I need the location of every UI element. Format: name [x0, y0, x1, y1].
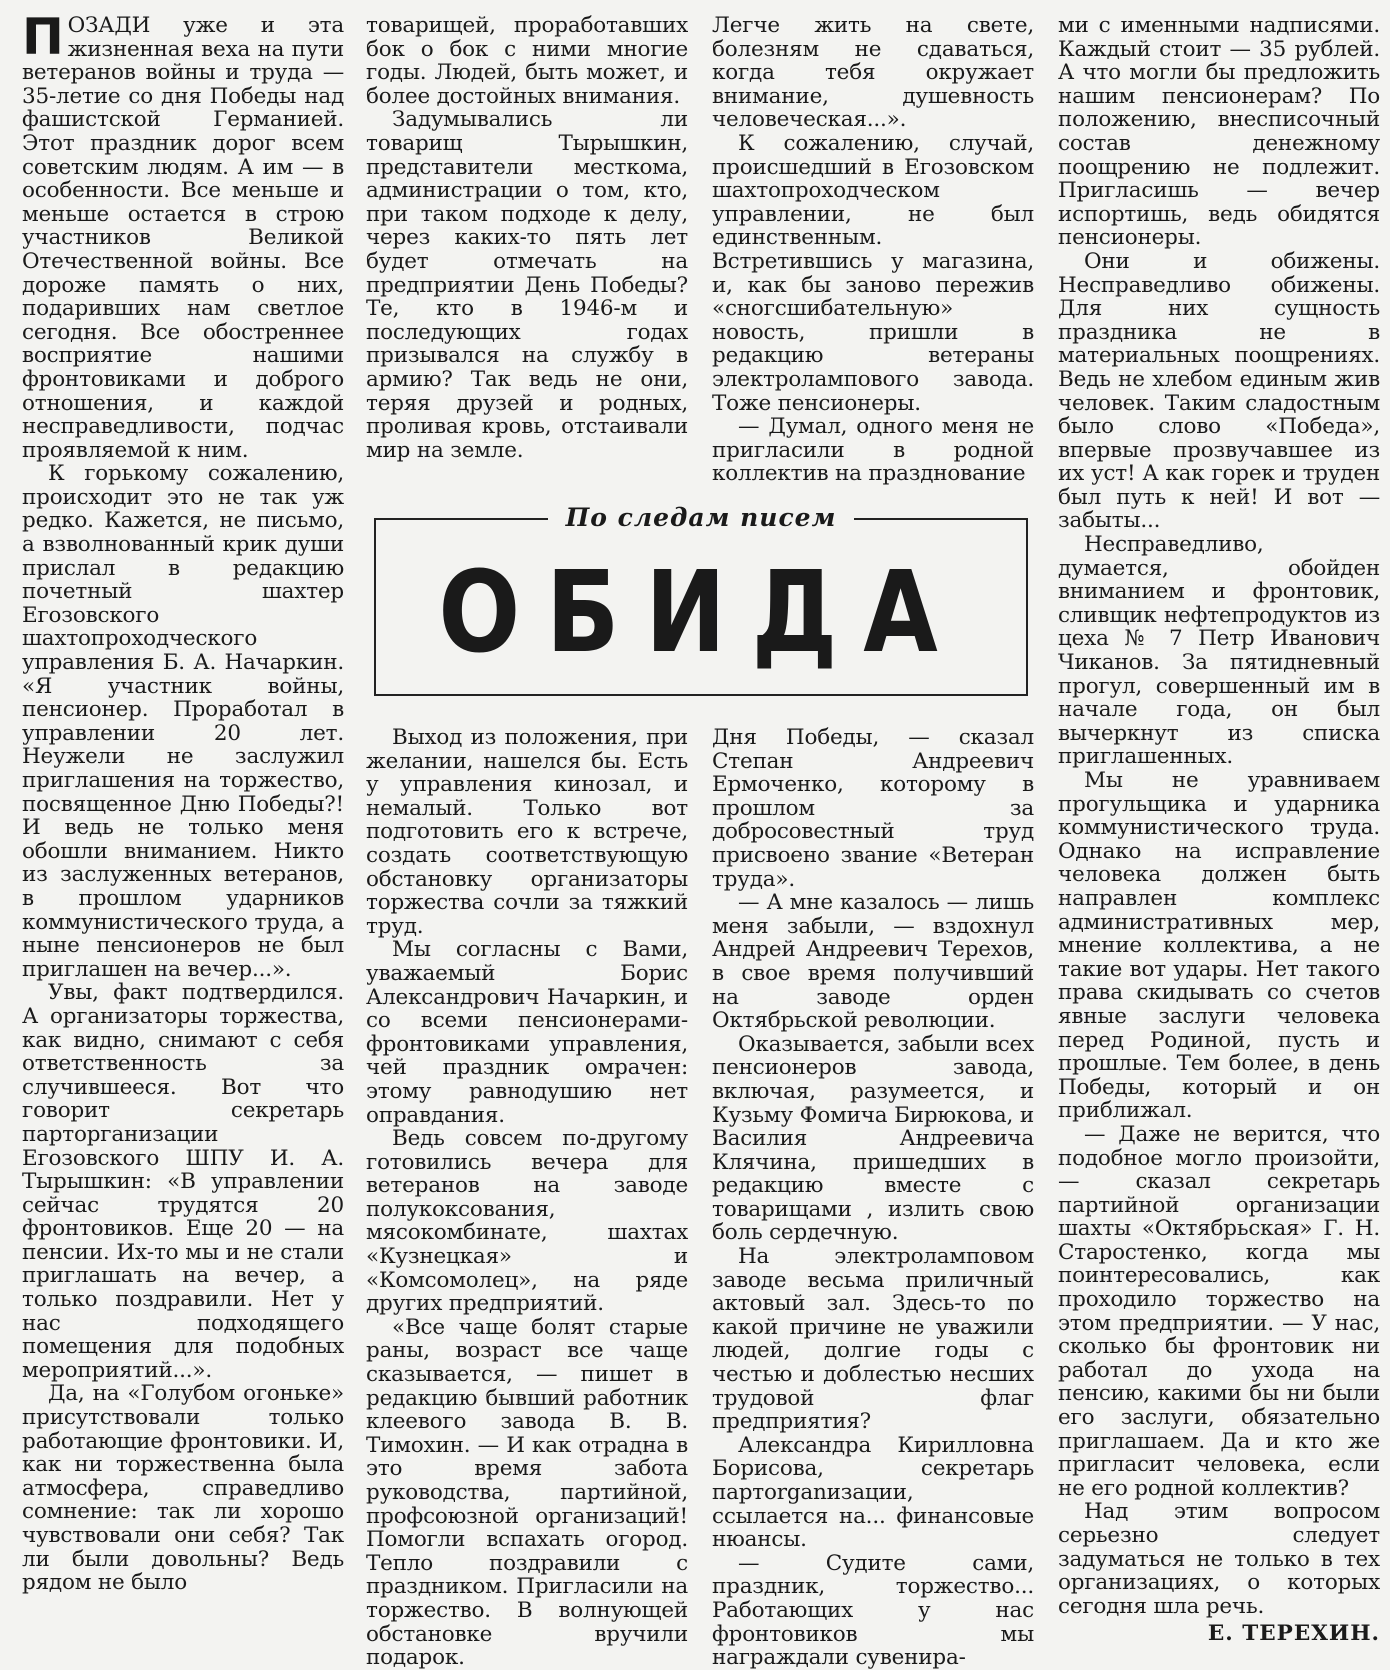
- paragraph: — Даже не верится, что подобное могло произойти, — сказал секретарь партийной организации шахты «Октябрьская» Г. Н. Старостенко, когда мы поинтересовались, как проходило торжество на этом предприятии. — У нас, сколько бы фронтовик ни работал до ухода на пенсию, какими бы ни были его заслуги, обязательно приглашаем. Да и кто же пригласит человека, если не его родной коллектив?: [1058, 1121, 1380, 1501]
- column-3-top: [712, 14, 1034, 486]
- paragraph: Да, на «Голубом огоньке» присутствовали только работающие фронтовики. И, как ни торжественна была атмосфера, справедливо сомнение: так ли хорошо чувствовали они себя? Так ли были довольны? Ведь рядом не было: [22, 1381, 344, 1596]
- article-lead-paragraph: [22, 8, 344, 463]
- paragraph: Ведь совсем по-другому готовились вечера для ветеранов на заводе полукоксования, мясокомбинате, шахтах «Кузнецкая» и «Комсомолец», на ряде других предприятий.: [366, 1126, 688, 1317]
- paragraph: Увы, факт подтвердился. А организаторы торжества, как видно, снимают с себя ответственность за случившееся. Вот что говорит секретарь парторганизации Егозовского ШПУ И. А. Тырышкин: «В управлении сейчас трудятся 20 фронтовиков. Еще 20 — на пенсии. Их-то мы и не стали приглашать на вечер, а только поздравили. Нет у нас подходящего помещения для подобных мероприятий...».: [22, 980, 344, 1383]
- paragraph: К горькому сожалению, происходит это не так уж редко. Кажется, не письмо, а взволнованный крик души прислал в редакцию почетный шахтер Егозовского шахтопроходческого управления Б. А. Начаркин. «Я участник войны, пенсионер. Проработал в управлении 20 лет. Неужели не заслужил приглашения на торжество, посвященное Дню Победы?! И ведь не только меня обошли вниманием. Никто из заслуженных ветеранов, в прошлом ударников коммунистического труда, а ныне пенсионеров не был приглашен на вечер...».: [22, 461, 344, 982]
- paragraph: Александра Кирилловна Борисова, секретарь партorganизации, ссылается на... финансовые нюансы.: [712, 1432, 1034, 1553]
- paragraph: Выход из положения, при желании, нашелся бы. Есть у управления кинозал, и немалый. Только вот подготовить его к встрече, создать соответствующую обстановку организаторы торжества сочли за тяжкий труд.: [366, 725, 688, 939]
- paragraph: «Все чаще болят старые раны, возраст все чаще сказывается, — пишет в редакцию бывший работник клеевого завода В. В. Тимохин. — И как отрадна в это время забота руководства, партийной, профсоюзной организаций! Помогли вспахать огород. Тепло поздравили с праздником. Пригласили на торжество. В волнующей обстановке вручили подарок.: [366, 1314, 688, 1670]
- paragraph: Они и обижены. Несправедливо обижены. Для них сущность праздника не в материальных поощрениях. Ведь не хлебом единым жив человек. Таким сладостным было слово «Победа», впервые прозвучавшее из их уст! А как горек и труден был путь к ней! И вот — забыты...: [1058, 248, 1380, 534]
- column-2-bottom: [366, 726, 688, 1670]
- author-signature: Е. ТЕРЕХИН.: [1207, 1621, 1380, 1647]
- headline-box: [374, 503, 1028, 696]
- paragraph: Над этим вопросом серьезно следует задуматься не только в тех организациях, о которых сегодня шла речь.: [1058, 1499, 1380, 1619]
- paragraph: Мы не уравниваем прогульщика и ударника коммунистического труда. Однако на исправление человека должен быть направлен комплекс административных мер, мнение коллектива, а не такие вот удары. Нет такого права скидывать со счетов явные заслуги человека перед Родиной, пусть и прошлые. Тем более, в день Победы, который и он приближал.: [1058, 768, 1380, 1124]
- column-3-bottom: [712, 726, 1034, 1670]
- paragraph: Несправедливо, думается, обойден вниманием и фронтовик, сливщик нефтепродуктов из цеха № 7 Петр Иванович Чиканов. За пятидневный прогул, совершенный им в начале года, он был вычеркнут из списка приглашенных.: [1058, 532, 1380, 770]
- paragraph: Легче жить на свете, болезням не сдаваться, когда тебя окружает внимание, душевность человеческая...».: [712, 13, 1034, 133]
- rubric-text: По следам писем: [548, 503, 855, 532]
- paragraph: Задумывались ли товарищ Тырышкин, представители месткома, администрации о том, кто, при таком подходе к делу, через каких-то пять лет будет отмечать на предприятии День Победы? Те, кто в 1946-м и последующих годах призывался на службу в армию? Так ведь не они, теряя друзей и родных, проливая кровь, отстаивали мир на земле.: [366, 107, 688, 463]
- article-title: ОБИДА: [438, 548, 964, 678]
- lead-text: ОЗАДИ уже и эта жизненная веха на пути ветеранов войны и труда — 35-летие со дня Победы над фашистской Германией. Этот праздник дорог всем советским людям. А им — в особенности. Все меньше и меньше остается в строю участников Великой Отечественной войны. Все дороже память о них, подаривших нам светлое сегодня. Все обостреннее восприятие нашими фронтовиками и доброго отношения, и каждой несправедливости, подчас проявляемой к ним.: [22, 13, 344, 463]
- paragraph: Мы согласны с Вами, уважаемый Борис Александрович Начаркин, и со всеми пенсионерами-фронтовиками управления, чей праздник омрачен: этому равнодушию нет оправдания.: [366, 937, 688, 1128]
- paragraph: ми с именными надписями. Каждый стоит — 35 рублей. А что могли бы предложить нашим пенсионерам? По положению, внесписочный состав денежному поощрению не подлежит. Пригласишь — вечер испортишь, ведь обидятся пенсионеры.: [1058, 13, 1380, 251]
- paragraph: К сожалению, случай, происшедший в Егозовском шахтопроходческом управлении, не был единственным. Встретившись у магазина, и, как бы заново пережив «сногсшибательную» новость, пришли в редакцию ветераны электролампового завода. Тоже пенсионеры.: [712, 130, 1034, 416]
- rubric: [376, 503, 1026, 532]
- paragraph: Оказывается, забыли всех пенсионеров завода, включая, разумеется, и Кузьму Фомича Бирюкова, и Василия Андреевича Клячина, пришедших в редакцию вместе с товарищами , излить свою боль сердечную.: [712, 1031, 1034, 1246]
- paragraph: — А мне казалось — лишь меня забыли, — вздохнул Андрей Андреевич Терехов, в свое время получивший на заводе орден Октябрьской революции.: [712, 890, 1034, 1034]
- column-1: [22, 8, 344, 1596]
- paragraph: товарищей, проработавших бок о бок с ними многие годы. Людей, быть может, и более достойных внимания.: [366, 13, 688, 109]
- column-4: [1058, 14, 1380, 1646]
- paragraph: Дня Победы, — сказал Степан Андреевич Ермоченко, которому в прошлом за добросовестный труд присвоено звание «Ветеран труда».: [712, 725, 1034, 892]
- paragraph: На электроламповом заводе весьма приличный актовый зал. Здесь-то по какой причине не уважили людей, долгие годы с честью и доблестью несших трудовой флаг предприятия?: [712, 1244, 1034, 1435]
- paragraph: — Судите сами, праздник, торжество... Работающих у нас фронтовиков мы награждали сувенира-: [712, 1550, 1034, 1670]
- paragraph: — Думал, одного меня не пригласили в родной коллектив на празднование: [712, 414, 1034, 487]
- column-2-top: [366, 14, 688, 462]
- drop-cap: П: [22, 8, 64, 66]
